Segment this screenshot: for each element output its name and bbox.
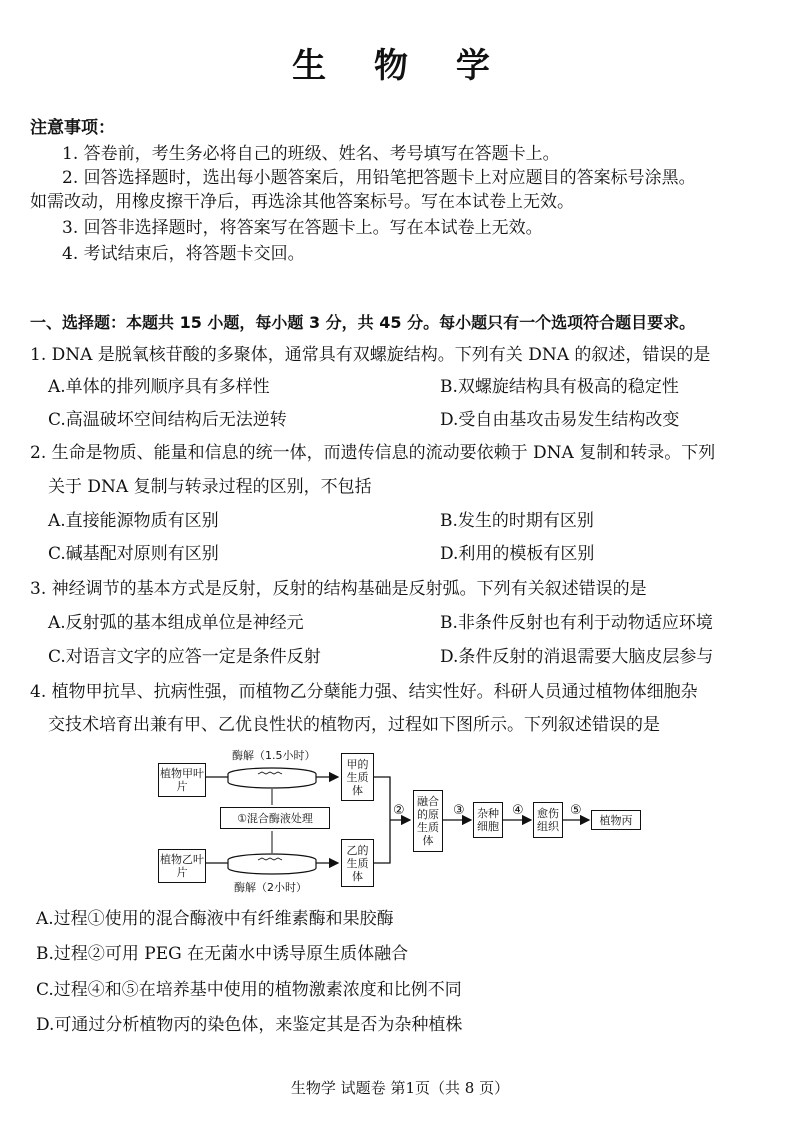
plant-b-leaf-box: 植物乙叶片 <box>158 849 206 883</box>
question-1-option-a: A.单体的排列顺序具有多样性 <box>48 377 270 397</box>
step-2-marker: ② <box>393 803 405 818</box>
step-1-box: ①混合酶液处理 <box>220 807 330 829</box>
section-heading: 一、选择题：本题共 15 小题，每小题 3 分，共 45 分。每小题只有一个选项符合题目要求。 <box>30 313 696 332</box>
question-3-option-a: A.反射弧的基本组成单位是神经元 <box>48 613 304 633</box>
protoplast-a-box: 甲的生质体 <box>341 753 374 801</box>
question-4-option-d: D.可通过分析植物丙的染色体，来鉴定其是否为杂种植株 <box>36 1015 463 1035</box>
fusion-process-diagram <box>158 745 648 895</box>
page-title: 生 物 学 <box>292 46 508 86</box>
question-1-option-d: D.受自由基攻击易发生结构改变 <box>440 410 680 430</box>
question-2-stem-cont: 关于 DNA 复制与转录过程的区别，不包括 <box>48 477 372 497</box>
step-3-marker: ③ <box>453 803 465 818</box>
callus-box: 愈伤组织 <box>533 802 563 838</box>
notice-item-1: 1. 答卷前，考生务必将自己的班级、姓名、考号填写在答题卡上。 <box>62 144 560 164</box>
question-1-option-c: C.高温破坏空间结构后无法逆转 <box>48 410 287 430</box>
enzyme-time-top: 酶解（1.5小时） <box>232 749 316 762</box>
notice-item-2: 2. 回答选择题时，选出每小题答案后，用铅笔把答题卡上对应题目的答案标号涂黑。 <box>62 168 696 188</box>
question-2-option-c: C.碱基配对原则有区别 <box>48 544 219 564</box>
page-footer: 生物学 试题卷 第1页（共 8 页） <box>290 1079 510 1097</box>
question-2-stem: 2. 生命是物质、能量和信息的统一体，而遗传信息的流动要依赖于 DNA 复制和转录。下列 <box>30 443 716 463</box>
notice-heading: 注意事项： <box>30 118 115 138</box>
question-4-stem: 4. 植物甲抗旱、抗病性强，而植物乙分蘖能力强、结实性好。科研人员通过植物体细胞杂 <box>30 682 698 702</box>
question-4-stem-cont: 交技术培育出兼有甲、乙优良性状的植物丙，过程如下图所示。下列叙述错误的是 <box>48 715 660 735</box>
question-3-stem: 3. 神经调节的基本方式是反射，反射的结构基础是反射弧。下列有关叙述错误的是 <box>30 579 647 599</box>
question-1-option-b: B.双螺旋结构具有极高的稳定性 <box>440 377 679 397</box>
notice-item-4: 4. 考试结束后，将答题卡交回。 <box>62 244 305 264</box>
hybrid-cell-box: 杂种细胞 <box>473 802 503 838</box>
plant-a-leaf-box: 植物甲叶片 <box>158 763 206 797</box>
question-3-option-b: B.非条件反射也有利于动物适应环境 <box>440 613 713 633</box>
question-2-option-a: A.直接能源物质有区别 <box>48 511 219 531</box>
protoplast-b-box: 乙的生质体 <box>341 839 374 887</box>
question-2-option-b: B.发生的时期有区别 <box>440 511 594 531</box>
step-5-marker: ⑤ <box>570 803 582 818</box>
question-4-option-b: B.过程②可用 PEG 在无菌水中诱导原生质体融合 <box>36 944 409 964</box>
step-4-marker: ④ <box>512 803 524 818</box>
question-2-option-d: D.利用的模板有区别 <box>440 544 595 564</box>
question-3-option-c: C.对语言文字的应答一定是条件反射 <box>48 647 321 667</box>
plant-c-box: 植物丙 <box>591 810 641 830</box>
question-4-option-c: C.过程④和⑤在培养基中使用的植物激素浓度和比例不同 <box>36 980 462 1000</box>
fused-protoplast-box: 融合的原生质体 <box>413 790 443 852</box>
question-4-option-a: A.过程①使用的混合酶液中有纤维素酶和果胶酶 <box>36 909 394 929</box>
notice-item-2-cont: 如需改动，用橡皮擦干净后，再选涂其他答案标号。写在本试卷上无效。 <box>30 192 574 212</box>
notice-item-3: 3. 回答非选择题时，将答案写在答题卡上。写在本试卷上无效。 <box>62 218 543 238</box>
question-1-stem: 1. DNA 是脱氧核苷酸的多聚体，通常具有双螺旋结构。下列有关 DNA 的叙述，错误的是 <box>30 345 711 365</box>
question-3-option-d: D.条件反射的消退需要大脑皮层参与 <box>440 647 714 667</box>
enzyme-time-bottom: 酶解（2小时） <box>234 881 307 894</box>
